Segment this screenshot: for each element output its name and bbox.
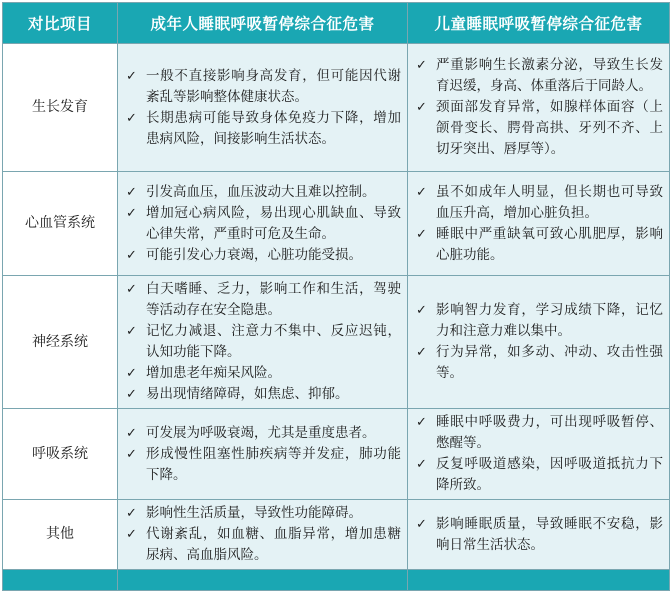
category-cell: 心血管系统	[3, 172, 118, 276]
check-icon: ✓	[416, 457, 427, 472]
child-cell	[408, 276, 670, 409]
child-cell	[408, 500, 670, 570]
adult-cell	[118, 44, 408, 172]
header-compare-item: 对比项目	[3, 3, 118, 44]
list-item	[124, 503, 401, 524]
item-text: 白天嗜睡、乏力，影响工作和生活，驾驶等活动存在安全隐患。	[146, 281, 401, 318]
list-item	[124, 423, 401, 444]
row-respiratory	[3, 409, 670, 500]
check-icon: ✓	[416, 100, 427, 115]
item-text: 虽不如成年人明显，但长期也可导致血压升高，增加心脏负担。	[436, 183, 663, 221]
footer-cell	[118, 570, 408, 591]
list-item	[124, 245, 401, 266]
adult-cell	[118, 409, 408, 500]
list-item	[124, 363, 401, 384]
list-item	[414, 300, 663, 342]
category-cell: 生长发育	[3, 44, 118, 172]
item-text: 增加冠心病风险，易出现心肌缺血、导致心律失常，严重时可危及生命。	[146, 204, 401, 242]
child-cell	[408, 44, 670, 172]
item-text: 引发高血压，血压波动大且难以控制。	[146, 183, 376, 200]
footer-cell	[408, 570, 670, 591]
item-text: 颈面部发育异常，如腺样体面容（上颌骨变长、腭骨高拱、牙列不齐、上切牙突出、唇厚等）。	[436, 99, 663, 157]
list-item	[124, 524, 401, 566]
item-text: 一般不直接影响身高发育，但可能因代谢紊乱等影响整体健康状态。	[146, 67, 401, 105]
list-item	[124, 321, 401, 363]
check-icon: ✓	[126, 324, 137, 339]
item-text: 反复呼吸道感染，因呼吸道抵抗力下降所致。	[436, 456, 663, 493]
list-item	[414, 55, 663, 97]
list-item	[124, 279, 401, 321]
list-item	[414, 342, 663, 384]
list-item	[124, 66, 401, 108]
footer-band	[3, 570, 670, 591]
child-cell	[408, 172, 670, 276]
item-text: 影响性生活质量，导致性功能障碍。	[146, 505, 362, 521]
list-item	[414, 182, 663, 224]
check-icon: ✓	[416, 345, 427, 360]
row-growth	[3, 44, 670, 172]
item-text: 睡眠中严重缺氧可致心肌肥厚，影响心脏功能。	[436, 225, 663, 263]
row-cardiovascular	[3, 172, 670, 276]
item-text: 代谢紊乱，如血糖、血脂异常，增加患糖尿病、高血脂风险。	[146, 526, 401, 563]
check-icon: ✓	[126, 247, 137, 263]
adult-cell	[118, 276, 408, 409]
category-cell: 其他	[3, 500, 118, 570]
header-adult-harm: 成年人睡眠呼吸暂停综合征危害	[118, 3, 408, 44]
check-icon: ✓	[416, 516, 427, 532]
check-icon: ✓	[126, 425, 137, 441]
item-text: 影响睡眠质量，导致睡眠不安稳，影响日常生活状态。	[436, 515, 663, 553]
item-text: 长期患病可能导致身体免疫力下降，增加患病风险，间接影响生活状态。	[146, 109, 401, 147]
list-item	[124, 444, 401, 486]
check-icon: ✓	[126, 506, 137, 521]
check-icon: ✓	[126, 282, 137, 297]
adult-cell	[118, 172, 408, 276]
item-text: 形成慢性阻塞性肺疾病等并发症，肺功能下降。	[146, 445, 401, 483]
check-icon: ✓	[126, 68, 137, 84]
item-text: 可发展为呼吸衰竭，尤其是重度患者。	[146, 424, 376, 441]
list-item	[414, 454, 663, 496]
list-item	[414, 412, 663, 454]
list-item	[124, 182, 401, 203]
comparison-table	[2, 2, 670, 591]
list-item	[124, 384, 401, 405]
check-icon: ✓	[416, 184, 427, 200]
list-item	[124, 203, 401, 245]
check-icon: ✓	[126, 446, 137, 462]
item-text: 睡眠中呼吸费力，可出现呼吸暂停、憋醒等。	[436, 414, 663, 451]
child-cell	[408, 409, 670, 500]
adult-cell	[118, 500, 408, 570]
footer-cell	[3, 570, 118, 591]
item-text: 严重影响生长激素分泌，导致生长发育迟缓，身高、体重落后于同龄人。	[436, 57, 663, 94]
check-icon: ✓	[416, 415, 427, 430]
item-text: 可能引发心力衰竭，心脏功能受损。	[146, 246, 362, 263]
header-child-harm: 儿童睡眠呼吸暂停综合征危害	[408, 3, 670, 44]
item-text: 记忆力减退、注意力不集中、反应迟钝，认知功能下降。	[146, 323, 401, 360]
list-item	[124, 108, 401, 150]
check-icon: ✓	[126, 366, 137, 381]
item-text: 增加患老年痴呆风险。	[146, 365, 281, 381]
list-item	[414, 224, 663, 266]
check-icon: ✓	[416, 226, 427, 242]
check-icon: ✓	[126, 527, 137, 542]
list-item	[414, 97, 663, 160]
check-icon: ✓	[126, 205, 137, 221]
check-icon: ✓	[126, 110, 137, 126]
row-other	[3, 500, 670, 570]
check-icon: ✓	[126, 387, 137, 402]
check-icon: ✓	[416, 303, 427, 318]
check-icon: ✓	[126, 184, 137, 200]
item-text: 影响智力发育，学习成绩下降，记忆力和注意力难以集中。	[436, 302, 663, 339]
category-cell: 呼吸系统	[3, 409, 118, 500]
list-item	[414, 514, 663, 556]
item-text: 易出现情绪障碍，如焦虑、抑郁。	[146, 386, 349, 402]
check-icon: ✓	[416, 58, 427, 73]
item-text: 行为异常，如多动、冲动、攻击性强等。	[436, 344, 663, 381]
header-row	[3, 3, 670, 44]
row-nervous	[3, 276, 670, 409]
category-cell: 神经系统	[3, 276, 118, 409]
